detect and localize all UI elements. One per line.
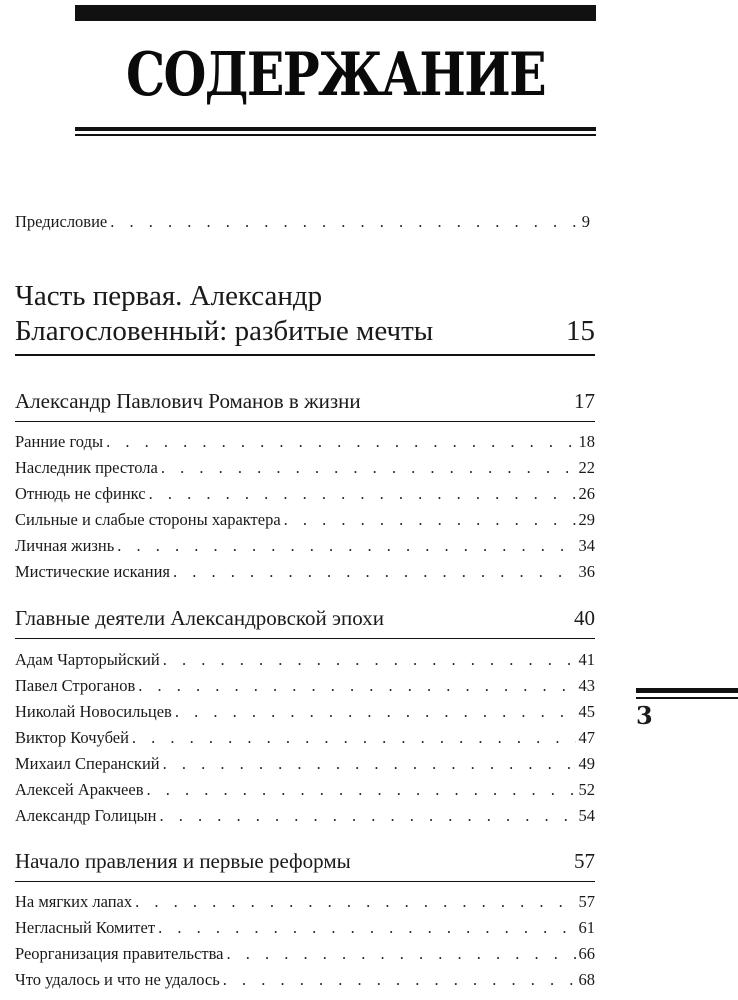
- dot-leader: [132, 728, 576, 748]
- dot-leader: [106, 432, 575, 452]
- toc-entry-label: Александр Голицын: [15, 806, 157, 825]
- toc-entry-page: 57: [578, 892, 595, 911]
- toc-entry-page: 9: [581, 212, 590, 231]
- toc-entry[interactable]: [15, 562, 595, 582]
- dot-leader: [163, 754, 576, 774]
- toc-entry-page: 45: [578, 702, 595, 721]
- part-title-line2: Благословенный: разбитые мечты: [15, 315, 434, 347]
- toc-entry-label: Сильные и слабые стороны характера: [15, 510, 281, 529]
- section-heading[interactable]: [15, 848, 595, 874]
- dot-leader: [146, 780, 575, 800]
- toc-entry-page: 29: [578, 510, 595, 529]
- toc-entry[interactable]: [15, 536, 595, 556]
- section-page: 40: [574, 606, 595, 630]
- toc-entry-label: Отнюдь не сфинкс: [15, 484, 146, 503]
- dot-leader: [135, 892, 575, 912]
- toc-entry-label: Негласный Комитет: [15, 918, 156, 937]
- toc-entry-page: 49: [578, 754, 595, 773]
- part-rule: [15, 354, 595, 356]
- section-rule: [15, 881, 595, 882]
- toc-entry[interactable]: [15, 510, 595, 530]
- toc-entry-label: Адам Чарторыйский: [15, 650, 160, 669]
- section-title: Начало правления и первые реформы: [15, 849, 351, 873]
- toc-entry-label: Павел Строганов: [15, 676, 136, 695]
- title-rule-thin: [75, 134, 596, 136]
- toc-entry-label: Наследник престола: [15, 458, 158, 477]
- toc-entry[interactable]: [15, 754, 595, 774]
- toc-entry-label: Что удалось и что не удалось: [15, 970, 220, 989]
- dot-leader: [161, 458, 576, 478]
- section-rule: [15, 421, 595, 422]
- toc-entry[interactable]: [15, 806, 595, 826]
- toc-entry-preface[interactable]: [15, 212, 590, 232]
- toc-entry-label: На мягких лапах: [15, 892, 133, 911]
- dot-leader: [110, 212, 579, 232]
- page-title: СОДЕРЖАНИЕ: [126, 40, 545, 110]
- side-rule-thin: [636, 697, 738, 699]
- toc-entry[interactable]: [15, 458, 595, 478]
- toc-entry[interactable]: [15, 918, 595, 938]
- toc-entry[interactable]: [15, 484, 595, 504]
- dot-leader: [159, 806, 575, 826]
- section-page: 57: [574, 849, 595, 873]
- toc-entry[interactable]: [15, 780, 595, 800]
- dot-leader: [138, 676, 575, 696]
- dot-leader: [173, 562, 575, 582]
- toc-entry-page: 66: [578, 944, 595, 963]
- toc-entry-label: Алексей Аракчеев: [15, 780, 144, 799]
- dot-leader: [117, 536, 575, 556]
- section-heading[interactable]: [15, 605, 595, 631]
- toc-entry-page: 36: [578, 562, 595, 581]
- toc-entry-page: 54: [578, 806, 595, 825]
- toc-entry[interactable]: [15, 702, 595, 722]
- toc-entry-label: Михаил Сперанский: [15, 754, 160, 773]
- section-rule: [15, 638, 595, 639]
- toc-entry-label: Николай Новосильцев: [15, 702, 172, 721]
- top-rule: [75, 5, 596, 21]
- dot-leader: [284, 510, 576, 530]
- toc-entry-page: 52: [578, 780, 595, 799]
- toc-entry[interactable]: [15, 728, 595, 748]
- part-title-line1: Часть первая. Александр: [15, 280, 323, 312]
- toc-entry-page: 61: [578, 918, 595, 937]
- side-rule-thick: [636, 688, 738, 693]
- toc-entry[interactable]: [15, 892, 595, 912]
- toc-entry[interactable]: [15, 944, 595, 964]
- dot-leader: [223, 970, 576, 990]
- toc-entry-label: Виктор Кочубей: [15, 728, 129, 747]
- dot-leader: [163, 650, 576, 670]
- toc-entry[interactable]: [15, 650, 595, 670]
- toc-entry-page: 43: [578, 676, 595, 695]
- section-heading[interactable]: [15, 388, 595, 414]
- toc-entry-page: 41: [578, 650, 595, 669]
- title-rule-thick: [75, 127, 596, 131]
- toc-entry-label: Предисловие: [15, 212, 108, 231]
- toc-entry-page: 47: [578, 728, 595, 747]
- dot-leader: [227, 944, 576, 964]
- toc-entry-label: Реорганизация правительства: [15, 944, 224, 963]
- part-heading[interactable]: [15, 279, 595, 349]
- dot-leader: [158, 918, 575, 938]
- section-page: 17: [574, 389, 595, 413]
- section-title: Александр Павлович Романов в жизни: [15, 389, 361, 413]
- part-page: 15: [566, 315, 595, 347]
- toc-entry-label: Мистические искания: [15, 562, 171, 581]
- toc-entry[interactable]: [15, 432, 595, 452]
- toc-entry[interactable]: [15, 676, 595, 696]
- page-number: 3: [636, 701, 653, 730]
- dot-leader: [175, 702, 576, 722]
- toc-entry-page: 34: [578, 536, 595, 555]
- section-title: Главные деятели Александровской эпохи: [15, 606, 384, 630]
- toc-entry-page: 26: [578, 484, 595, 503]
- toc-entry-page: 22: [578, 458, 595, 477]
- toc-entry-page: 68: [578, 970, 595, 989]
- dot-leader: [149, 484, 576, 504]
- toc-entry-label: Личная жизнь: [15, 536, 115, 555]
- toc-entry-label: Ранние годы: [15, 432, 104, 451]
- toc-entry-page: 18: [578, 432, 595, 451]
- toc-entry[interactable]: [15, 970, 595, 990]
